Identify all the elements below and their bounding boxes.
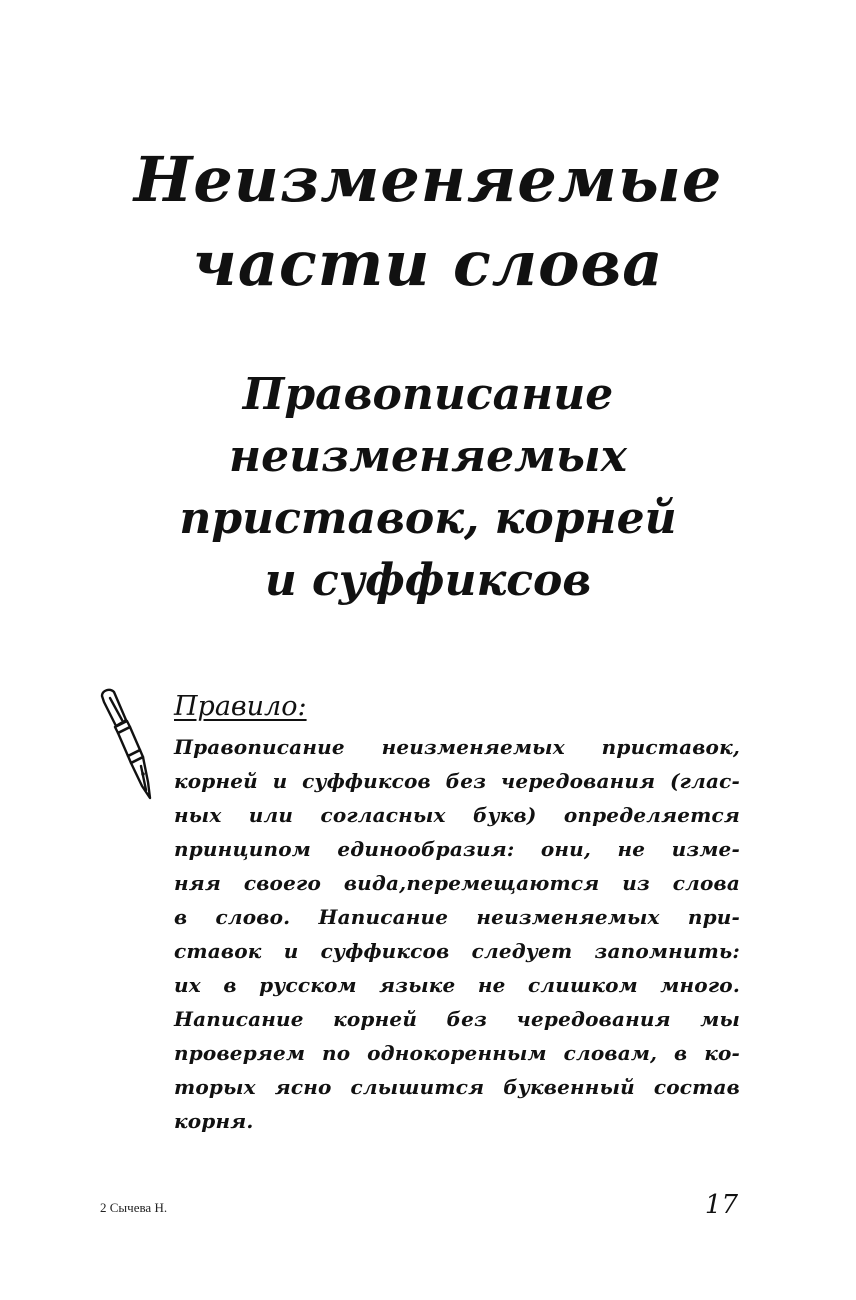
rule-heading: Правило: xyxy=(174,691,307,722)
rule-line: их в русском языке не слишком много. xyxy=(174,973,740,997)
rule-text xyxy=(174,730,740,1138)
rule-line: няя своего вида,перемещаются из слова xyxy=(174,871,740,895)
rule-line: Правописание неизменяемых приставок, xyxy=(174,735,740,759)
chapter-title xyxy=(0,138,856,306)
section-title xyxy=(0,364,856,612)
page-number: 17 xyxy=(704,1190,738,1220)
rule-line: ных или согласных букв) определяется xyxy=(174,803,740,827)
rule-line: принципом единообразия: они, не изме- xyxy=(174,837,740,861)
section-title-line-3: приставок, корней xyxy=(179,493,677,544)
chapter-title-line-2: части слова xyxy=(192,227,664,300)
rule-line: корней и суффиксов без чередования (глас- xyxy=(174,769,740,793)
fountain-pen-icon xyxy=(96,686,156,804)
section-title-line-4: и суффиксов xyxy=(264,555,592,606)
printer-signature-mark: 2 Сычева Н. xyxy=(100,1200,168,1215)
section-title-line-2: неизменяемых xyxy=(229,431,627,482)
rule-line: корня. xyxy=(174,1109,254,1133)
rule-line: проверяем по однокоренным словам, в ко- xyxy=(174,1041,740,1065)
section-title-line-1: Правописание xyxy=(242,369,614,420)
rule-line: в слово. Написание неизменяемых при- xyxy=(174,905,740,929)
rule-line: ставок и суффиксов следует запомнить: xyxy=(174,939,740,963)
chapter-title-line-1: Неизменяемые xyxy=(133,143,723,216)
rule-line: Написание корней без чередования мы xyxy=(174,1007,740,1031)
rule-line: торых ясно слышится буквенный состав xyxy=(174,1075,740,1099)
